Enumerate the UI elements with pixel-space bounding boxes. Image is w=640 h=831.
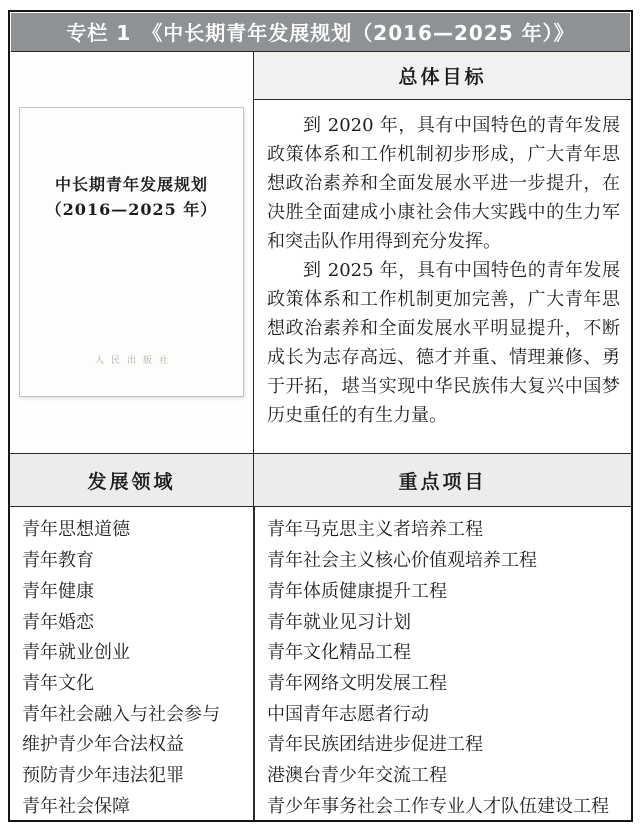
table-row xyxy=(10,513,631,544)
table-header-development-areas xyxy=(10,454,254,506)
table-row xyxy=(10,789,631,820)
development-area-cell: 青年文化 xyxy=(22,672,94,694)
key-project-cell: 青年体质健康提升工程 xyxy=(267,580,447,602)
upper-section xyxy=(10,52,631,453)
development-area-cell: 青年婚恋 xyxy=(22,611,94,633)
development-area-cell: 青年就业创业 xyxy=(22,642,130,664)
book-title-line1: 中长期青年发展规划 xyxy=(54,174,208,194)
key-project-cell: 青少年事务社会工作专业人才队伍建设工程 xyxy=(267,795,609,817)
table-row xyxy=(10,544,631,575)
table-row xyxy=(10,728,631,759)
table-header-label-areas: 发展领域 xyxy=(87,470,176,493)
key-project-cell: 中国青年志愿者行动 xyxy=(267,703,429,725)
table-header-label-projects: 重点项目 xyxy=(398,470,487,493)
feature-box xyxy=(8,10,633,822)
development-area-cell: 预防青少年违法犯罪 xyxy=(22,764,184,786)
development-area-cell: 维护青少年合法权益 xyxy=(22,734,184,756)
development-area-cell: 青年健康 xyxy=(22,580,94,602)
table-row xyxy=(10,667,631,698)
goals-heading: 总体目标 xyxy=(398,65,487,88)
book-title-line2: （2016—2025 年） xyxy=(45,199,218,219)
table-row xyxy=(10,575,631,606)
key-project-cell: 青年社会主义核心价值观培养工程 xyxy=(267,550,537,572)
table-row xyxy=(10,759,631,790)
book-cover-cell xyxy=(10,52,254,453)
table-row xyxy=(10,697,631,728)
goals-cell xyxy=(254,52,631,453)
goals-text xyxy=(254,100,631,453)
column-divider xyxy=(253,507,255,820)
box-title: 专栏 1 《中长期青年发展规划（2016—2025 年）》 xyxy=(66,21,575,46)
table-header-row xyxy=(10,453,631,507)
development-area-cell: 青年教育 xyxy=(22,550,94,572)
book-title xyxy=(20,172,243,222)
table-rows xyxy=(10,513,631,820)
book-cover-image xyxy=(19,107,244,397)
development-area-cell: 青年社会融入与社会参与 xyxy=(22,703,220,725)
table-row xyxy=(10,636,631,667)
key-project-cell: 青年就业见习计划 xyxy=(267,611,411,633)
key-project-cell: 青年民族团结进步促进工程 xyxy=(267,734,483,756)
box-title-bar xyxy=(11,13,630,52)
key-project-cell: 青年马克思主义者培养工程 xyxy=(267,519,483,541)
key-project-cell: 青年网络文明发展工程 xyxy=(267,672,447,694)
development-area-cell: 青年思想道德 xyxy=(22,519,130,541)
key-project-cell: 青年文化精品工程 xyxy=(267,642,411,664)
goals-heading-band xyxy=(254,52,631,100)
table-row xyxy=(10,605,631,636)
book-publisher: 人民出版社 xyxy=(94,355,175,366)
table-header-key-projects xyxy=(254,454,631,506)
goals-paragraph-1: 到 2020 年，具有中国特色的青年发展政策体系和工作机制初步形成，广大青年思想政治素养和全面发展水平进一步提升，在决胜全面建成小康社会伟大实践中的生力军和突击队作用得到充分发挥。 xyxy=(267,114,620,252)
goals-paragraph-2: 到 2025 年，具有中国特色的青年发展政策体系和工作机制更加完善，广大青年思想政治素养和全面发展水平明显提升，不断成长为志存高远、德才并重、情理兼修、勇于开拓，堪当实现中华民族伟大复兴中国梦历史重任的有生力量。 xyxy=(267,259,620,426)
table-body xyxy=(10,507,631,820)
key-project-cell: 港澳台青少年交流工程 xyxy=(267,764,447,786)
development-area-cell: 青年社会保障 xyxy=(22,795,130,817)
